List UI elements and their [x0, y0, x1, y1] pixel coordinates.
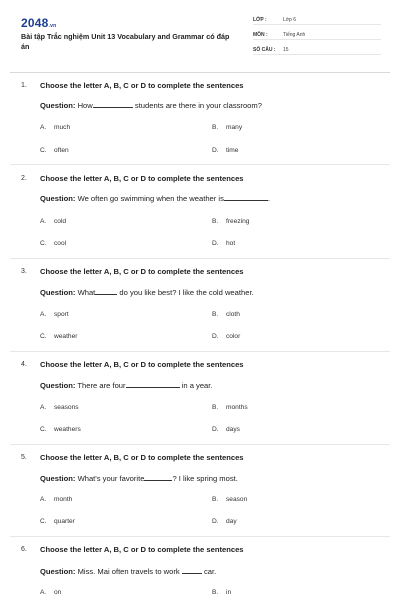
question-instruction: Choose the letter A, B, C or D to complete the sentences [40, 174, 244, 183]
question-prefix: Question: [40, 194, 76, 203]
option-text: cold [54, 218, 67, 225]
answer-blank [93, 101, 133, 108]
option-text: weathers [54, 426, 81, 433]
meta-value: 15 [283, 47, 289, 53]
meta-row-count [253, 45, 381, 55]
option-b[interactable]: B. in [212, 589, 232, 596]
option-text: on [54, 589, 62, 596]
question-text-after: do you like best? I like the cold weather. [119, 288, 254, 297]
meta-row-class [253, 15, 381, 25]
question-text [40, 194, 270, 203]
question-prefix: Question: [40, 567, 76, 576]
meta-label: LỚP : [253, 17, 267, 23]
meta-row-subject [253, 30, 381, 40]
question-text-before: What's your favorite [77, 474, 145, 483]
option-c[interactable]: C. weather [40, 333, 78, 340]
option-text: days [226, 426, 240, 433]
question-divider [10, 258, 390, 259]
question-instruction: Choose the letter A, B, C or D to complete the sentences [40, 360, 244, 369]
answer-blank [224, 194, 271, 203]
answer-blank [126, 381, 180, 388]
option-b[interactable]: B. season [212, 496, 248, 503]
logo [21, 16, 56, 30]
option-a[interactable]: A. on [40, 589, 62, 596]
option-c[interactable]: C. quarter [40, 518, 75, 525]
option-d[interactable]: D. color [212, 333, 241, 340]
answer-blank [144, 474, 172, 481]
question-divider [10, 536, 390, 537]
question-divider [10, 444, 390, 445]
question-text-after: ? I like spring most. [172, 474, 238, 483]
option-d[interactable]: D. time [212, 147, 239, 154]
question-text-after: students are there in your classroom? [134, 101, 262, 110]
question-text-before: Miss. Mai often travels to work [77, 567, 180, 576]
question-divider [10, 164, 390, 165]
meta-label: SỐ CÂU : [253, 47, 276, 53]
option-text: often [54, 147, 69, 154]
question-text [40, 474, 238, 483]
meta-value: Tiếng Anh [283, 32, 306, 38]
option-a[interactable]: A. month [40, 496, 73, 503]
question-number: 3. [21, 268, 27, 275]
question-prefix: Question: [40, 474, 76, 483]
question-divider [10, 351, 390, 352]
option-text: color [226, 333, 241, 340]
question-instruction: Choose the letter A, B, C or D to complete the sentences [40, 267, 244, 276]
question-instruction: Choose the letter A, B, C or D to complete the sentences [40, 453, 244, 462]
question-text [40, 288, 254, 297]
option-d[interactable]: D. hot [212, 240, 236, 247]
option-c[interactable]: C. cool [40, 240, 67, 247]
option-text: month [54, 496, 73, 503]
question-instruction: Choose the letter A, B, C or D to complete the sentences [40, 545, 244, 554]
option-text: hot [226, 240, 236, 247]
option-text: months [226, 404, 248, 411]
question-text-before: There are four [77, 381, 126, 390]
question-text-after: . [267, 194, 271, 203]
option-text: many [226, 124, 243, 131]
answer-blank [182, 567, 202, 574]
option-c[interactable]: C. weathers [40, 426, 81, 433]
question-text-after: in a year. [181, 381, 213, 390]
question-prefix: Question: [40, 101, 76, 110]
question-text-before: We often go swimming when the weather is [77, 194, 224, 203]
question-prefix: Question: [40, 381, 76, 390]
option-text: day [226, 518, 237, 525]
question-number: 1. [21, 82, 27, 89]
meta-label: MÔN : [253, 32, 268, 38]
option-b[interactable]: B. months [212, 404, 248, 411]
question-text-before: What [77, 288, 96, 297]
option-a[interactable]: A. much [40, 124, 71, 131]
option-c[interactable]: C. often [40, 147, 69, 154]
logo-main: 2048 [21, 16, 49, 30]
question-instruction: Choose the letter A, B, C or D to complete the sentences [40, 81, 244, 90]
option-text: in [226, 589, 232, 596]
question-text [40, 101, 262, 110]
question-text-after: car. [203, 567, 217, 576]
question-text [40, 381, 213, 390]
question-number: 4. [21, 361, 27, 368]
logo-tld: .vn [48, 23, 57, 29]
page-title: Bài tập Trắc nghiệm Unit 13 Vocabulary and Grammar có đáp án [21, 32, 230, 51]
option-text: freezing [226, 218, 250, 225]
option-d[interactable]: D. day [212, 518, 237, 525]
option-a[interactable]: A. sport [40, 311, 69, 318]
option-text: time [226, 147, 239, 154]
option-text: cloth [226, 311, 240, 318]
option-text: cool [54, 240, 67, 247]
option-b[interactable]: B. cloth [212, 311, 240, 318]
option-text: sport [54, 311, 69, 318]
question-prefix: Question: [40, 288, 76, 297]
option-text: seasons [54, 404, 79, 411]
question-text [40, 567, 216, 576]
answer-blank [95, 288, 117, 295]
option-b[interactable]: B. freezing [212, 218, 250, 225]
question-number: 5. [21, 454, 27, 461]
option-text: much [54, 124, 71, 131]
option-d[interactable]: D. days [212, 426, 240, 433]
option-b[interactable]: B. many [212, 124, 243, 131]
option-a[interactable]: A. seasons [40, 404, 79, 411]
option-a[interactable]: A. cold [40, 218, 67, 225]
meta-value: Lớp 6 [283, 17, 297, 23]
option-text: weather [54, 333, 78, 340]
option-text: quarter [54, 518, 75, 525]
question-number: 2. [21, 175, 27, 182]
question-text-before: How [77, 101, 93, 110]
header-divider [10, 72, 390, 73]
question-number: 6. [21, 546, 27, 553]
option-text: season [226, 496, 248, 503]
